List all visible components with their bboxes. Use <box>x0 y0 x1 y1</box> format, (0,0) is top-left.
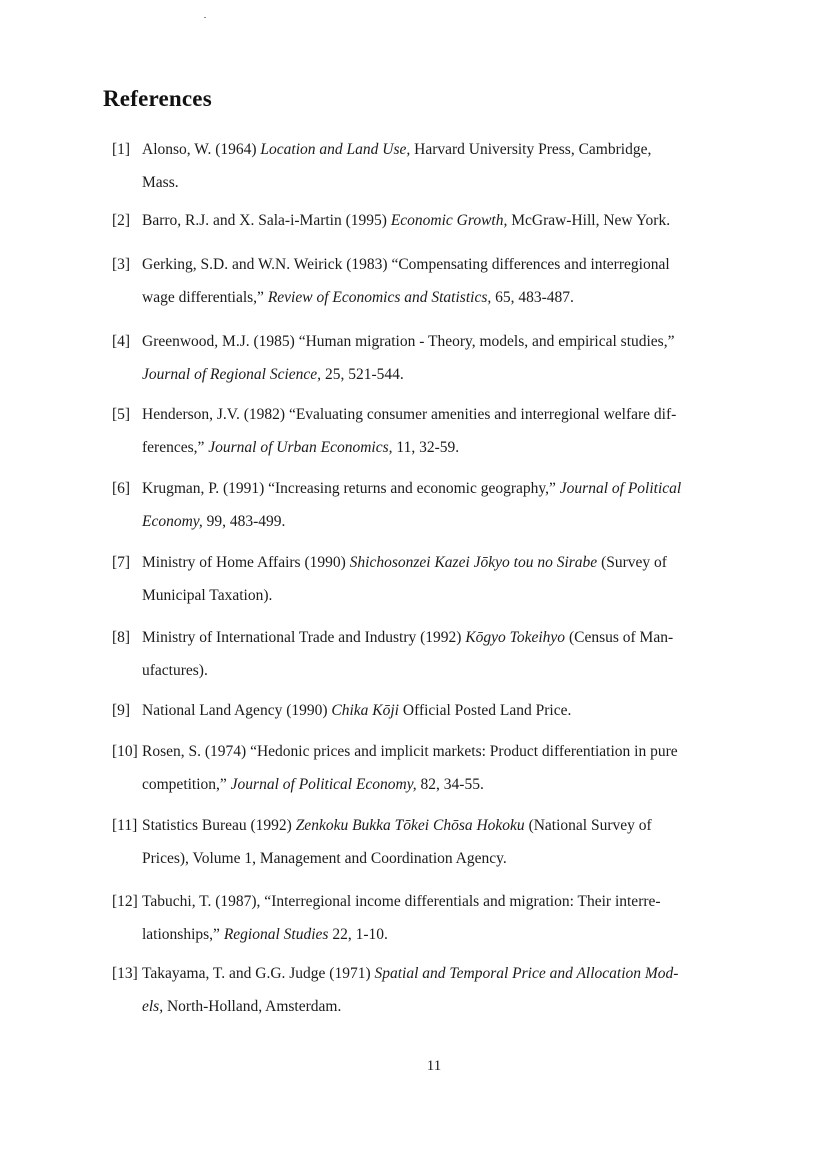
reference-number: [2] <box>112 212 131 229</box>
reference-entry-7 <box>112 546 752 612</box>
reference-text: 25, 521-544. <box>321 366 404 383</box>
reference-title: Economic Growth, <box>390 212 508 229</box>
reference-title: Spatial and Temporal Price and Allocation Mod- <box>374 965 679 982</box>
reference-journal: Journal of Political <box>559 480 682 497</box>
reference-text: Ministry of International Trade and Industry (1992) <box>142 629 466 646</box>
reference-text: (Survey of <box>597 554 667 571</box>
references-heading: References <box>103 86 212 111</box>
reference-entry-8 <box>112 621 752 687</box>
reference-entry-1 <box>112 133 752 199</box>
reference-text: Henderson, J.V. (1982) “Evaluating consumer amenities and interregional welfare dif- <box>142 406 677 423</box>
reference-text: Ministry of Home Affairs (1990) <box>142 554 350 571</box>
reference-journal: Regional Studies <box>223 926 329 943</box>
reference-title: Zenkoku Bukka Tōkei Chōsa Hokoku <box>295 817 525 834</box>
reference-text: Krugman, P. (1991) “Increasing returns and economic geography,” <box>142 480 560 497</box>
reference-title: Shichosonzei Kazei Jōkyo tou no Sirabe <box>349 554 598 571</box>
reference-journal: Journal of Urban Economics, <box>208 439 393 456</box>
reference-journal: Economy, <box>142 513 203 530</box>
reference-title: els, <box>142 998 164 1015</box>
reference-text: National Land Agency (1990) <box>142 702 332 719</box>
reference-entry-11 <box>112 809 752 875</box>
reference-entry-9 <box>112 694 752 727</box>
reference-text: McGraw-Hill, New York. <box>507 212 671 229</box>
reference-number: [7] <box>112 554 131 571</box>
reference-number: [11] <box>112 817 138 834</box>
reference-text: lationships,” <box>142 926 224 943</box>
page-number: 11 <box>426 1058 442 1074</box>
reference-text: Tabuchi, T. (1987), “Interregional income differentials and migration: Their interre- <box>142 893 661 910</box>
reference-text: (National Survey of <box>524 817 652 834</box>
reference-number: [4] <box>112 333 131 350</box>
reference-number: [8] <box>112 629 131 646</box>
reference-entry-3 <box>112 248 752 314</box>
reference-title: Location and Land Use, <box>260 141 411 158</box>
reference-journal: Review of Economics and Statistics, <box>267 289 492 306</box>
reference-title: Kōgyo Tokeihyo <box>465 629 566 646</box>
reference-number: [9] <box>112 702 131 719</box>
reference-journal: Journal of Regional Science, <box>142 366 322 383</box>
reference-entry-6 <box>112 472 752 538</box>
scan-speck <box>204 17 206 18</box>
reference-number: [1] <box>112 141 131 158</box>
reference-number: [10] <box>112 743 138 760</box>
reference-text: Rosen, S. (1974) “Hedonic prices and implicit markets: Product differentiation in pure <box>142 743 678 760</box>
reference-entry-4 <box>112 325 752 391</box>
reference-journal: Journal of Political Economy, <box>230 776 417 793</box>
reference-number: [3] <box>112 256 131 273</box>
reference-text: 22, 1-10. <box>328 926 388 943</box>
reference-number: [6] <box>112 480 131 497</box>
reference-text: ferences,” <box>142 439 209 456</box>
reference-text: Alonso, W. (1964) <box>142 141 261 158</box>
reference-text: 99, 483-499. <box>202 513 286 530</box>
reference-entry-5 <box>112 398 752 464</box>
reference-text: ufactures). <box>142 662 208 679</box>
reference-text: Mass. <box>142 174 179 191</box>
reference-text: Official Posted Land Price. <box>399 702 572 719</box>
reference-text: Prices), Volume 1, Management and Coordination Agency. <box>142 850 507 867</box>
reference-text: competition,” <box>142 776 231 793</box>
reference-text: North-Holland, Amsterdam. <box>163 998 342 1015</box>
reference-entry-12 <box>112 885 752 951</box>
reference-entry-10 <box>112 735 752 801</box>
reference-number: [12] <box>112 893 138 910</box>
reference-text: 65, 483-487. <box>491 289 574 306</box>
reference-text: 11, 32-59. <box>392 439 460 456</box>
reference-text: Gerking, S.D. and W.N. Weirick (1983) “Compensating differences and interregional <box>142 256 670 273</box>
reference-entry-2 <box>112 204 752 237</box>
reference-text: Takayama, T. and G.G. Judge (1971) <box>142 965 375 982</box>
reference-text: Statistics Bureau (1992) <box>142 817 296 834</box>
reference-text: Barro, R.J. and X. Sala-i-Martin (1995) <box>142 212 391 229</box>
reference-text: Municipal Taxation). <box>142 587 273 604</box>
reference-title: Chika Kōji <box>331 702 399 719</box>
reference-text: Harvard University Press, Cambridge, <box>410 141 652 158</box>
reference-number: [5] <box>112 406 131 423</box>
reference-entry-13 <box>112 957 752 1023</box>
reference-number: [13] <box>112 965 138 982</box>
reference-text: (Census of Man- <box>565 629 674 646</box>
reference-text: Greenwood, M.J. (1985) “Human migration - Theory, models, and empirical studies,” <box>142 333 675 350</box>
reference-text: wage differentials,” <box>142 289 268 306</box>
reference-text: 82, 34-55. <box>416 776 484 793</box>
